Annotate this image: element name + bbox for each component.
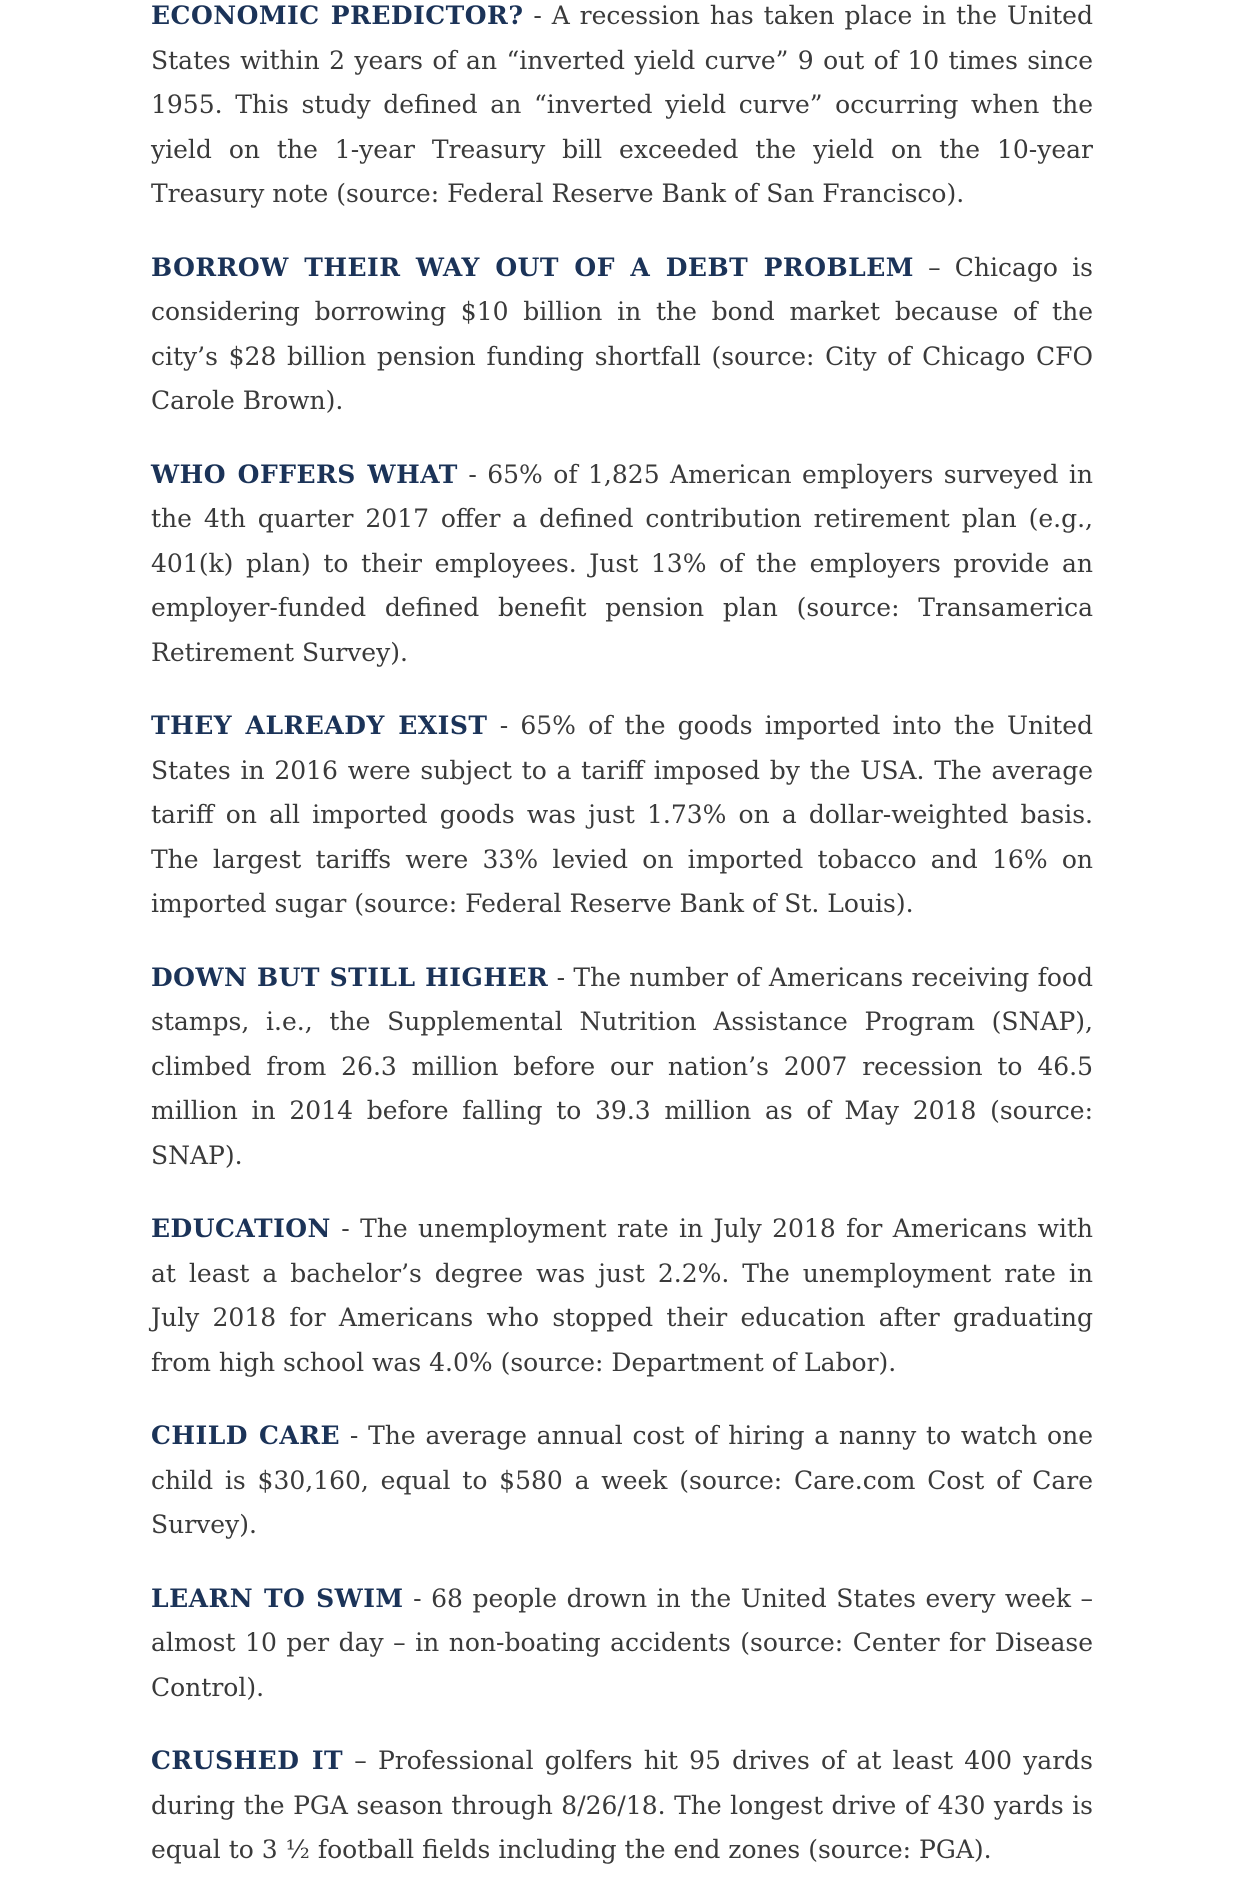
item-body: The unemployment rate in July 2018 for Americans with at least a bachelor’s degree was just 2.2%. The unemployment rate in July 2018 for Americans who stopped their education after graduating from high school was 4.0% (source: Department of Labor). — [151, 1214, 1093, 1377]
item-body: 65% of the goods imported into the United States in 2016 were subject to a tariff imposed by the USA. The average tariff on all imported goods was just 1.73% on a dollar-weighted basis. The largest tariffs were 33% levied on imported tobacco and 16% on imported sugar (source: Federal Reserve Bank of St. Louis). — [151, 711, 1093, 918]
item-body: Professional golfers hit 95 drives of at least 400 yards during the PGA season through 8/26/18. The longest drive of 430 yards is equal to 3 ½ football fields including the end zones (source: PGA). — [151, 1746, 1093, 1864]
item-heading: LEARN TO SWIM — [151, 1583, 404, 1613]
item-separator: – — [913, 252, 955, 282]
item-separator: - — [330, 1214, 361, 1243]
item-heading: EDUCATION — [151, 1214, 331, 1243]
item-child-care — [151, 1414, 1093, 1548]
item-body: 68 people drown in the United States every week – almost 10 per day – in non-boating accidents (source: Center for Disease Control). — [151, 1583, 1093, 1702]
item-borrow-their-way-out — [151, 246, 1093, 424]
item-heading: WHO OFFERS WHAT — [151, 459, 458, 489]
item-separator: - — [457, 459, 488, 489]
item-heading: ECONOMIC PREDICTOR? — [151, 1, 524, 30]
item-heading: THEY ALREADY EXIST — [151, 711, 488, 740]
item-crushed-it — [151, 1739, 1093, 1873]
item-body: 65% of 1,825 American employers surveyed in the 4th quarter 2017 offer a defined contribution retirement plan (e.g., 401(k) plan) to their employees. Just 13% of the employers provide an employer-funded defined benefit pension plan (source: Transamerica Retirement Survey). — [151, 459, 1093, 667]
item-education — [151, 1207, 1093, 1385]
item-separator: - — [523, 1, 552, 30]
item-heading: DOWN BUT STILL HIGHER — [151, 962, 549, 992]
document-page — [151, 0, 1093, 1902]
item-separator: - — [340, 1421, 369, 1450]
item-heading: CRUSHED IT — [151, 1746, 344, 1775]
item-body: A recession has taken place in the United States within 2 years of an “inverted yield curve” 9 out of 10 times since 1955. This study defined an “inverted yield curve” occurring when the yield on the 1-year Treasury bill exceeded the yield on the 10-year Treasury note (source: Federal Reserve Bank of San Francisco). — [151, 1, 1093, 208]
item-learn-to-swim — [151, 1577, 1093, 1711]
item-body: Chicago is considering borrowing $10 billion in the bond market because of the city’s $28 billion pension funding shortfall (source: City of Chicago CFO Carole Brown). — [151, 252, 1093, 415]
item-they-already-exist — [151, 704, 1093, 927]
item-who-offers-what — [151, 453, 1093, 676]
item-heading: CHILD CARE — [151, 1421, 341, 1450]
item-body: The number of Americans receiving food stamps, i.e., the Supplemental Nutrition Assistance Program (SNAP), climbed from 26.3 million before our nation’s 2007 recession to 46.5 million in 2014 before falling to 39.3 million as of May 2018 (source: SNAP). — [151, 962, 1093, 1170]
item-economic-predictor — [151, 0, 1093, 217]
item-separator: – — [343, 1746, 378, 1775]
item-body: The average annual cost of hiring a nanny to watch one child is $30,160, equal to $580 a week (source: Care.com Cost of Care Survey). — [151, 1421, 1093, 1539]
item-down-but-still-higher — [151, 956, 1093, 1179]
item-heading: BORROW THEIR WAY OUT OF A DEBT PROBLEM — [151, 252, 914, 282]
item-separator: - — [548, 962, 574, 992]
item-separator: - — [487, 711, 521, 740]
item-separator: - — [403, 1583, 432, 1613]
